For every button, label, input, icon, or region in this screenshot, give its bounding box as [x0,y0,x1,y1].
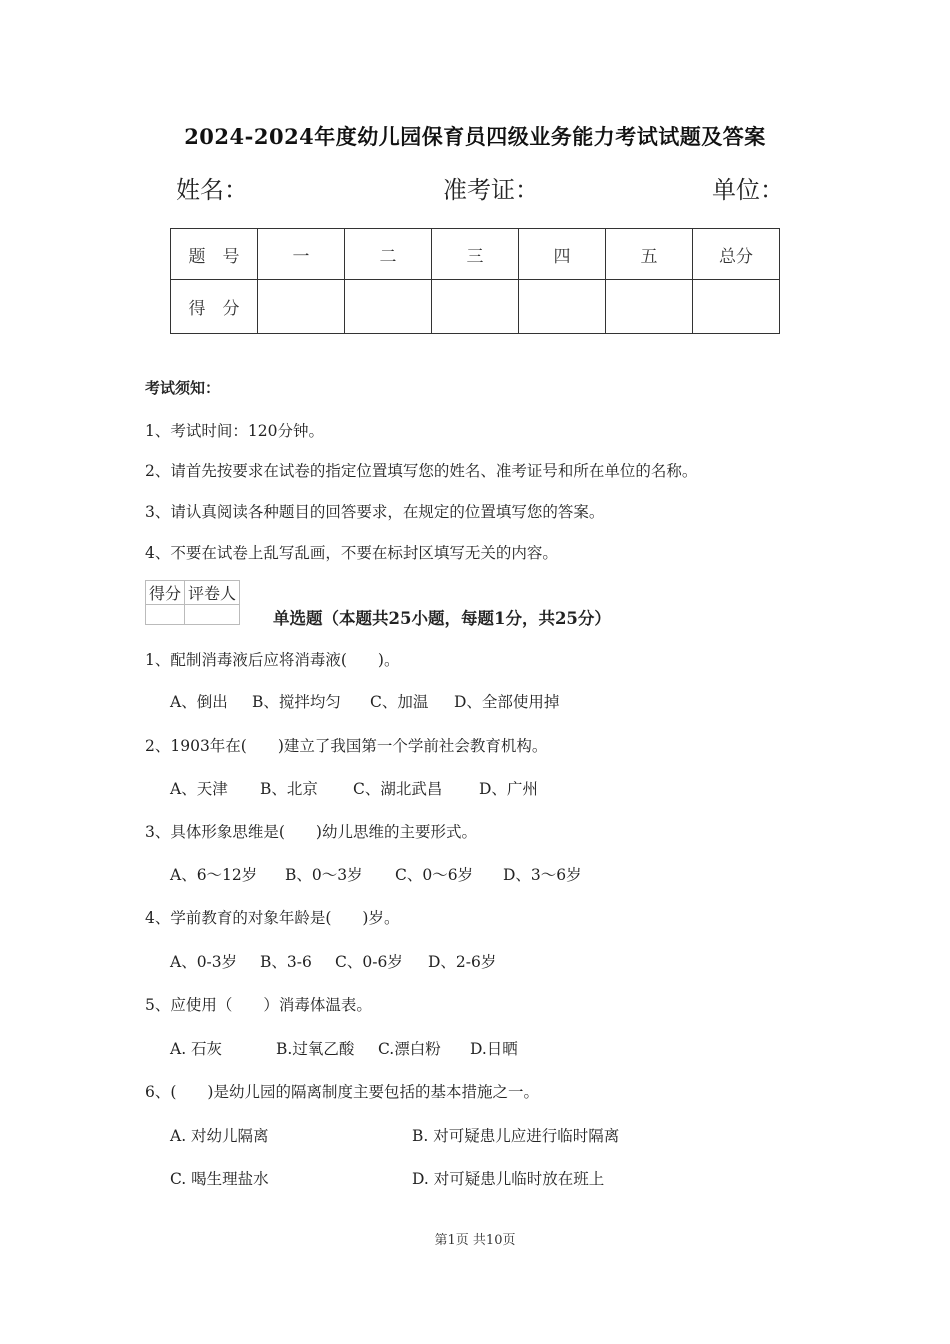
score-header-cell: 二 [345,229,432,280]
question-option: B.过氧乙酸 [276,1040,355,1058]
grader-score-label: 得分 [146,581,185,605]
question-option: B、3-6 [260,953,312,971]
question-stem: 1、配制消毒液后应将消毒液( )。 [145,651,400,669]
question-option: B、北京 [260,780,318,798]
question-option: B、0～3岁 [285,866,363,884]
question-option: D、全部使用掉 [454,693,560,711]
question-option: A. 石灰 [170,1040,223,1058]
question-option: B、搅拌均匀 [252,693,341,711]
score-header-cell: 三 [432,229,519,280]
score-header-cell: 一 [258,229,345,280]
question-option: C、0-6岁 [335,953,403,971]
grader-name-cell[interactable] [185,605,240,625]
score-table-score-row [171,280,780,334]
name-field-label: 姓名： [176,176,248,204]
section-title: 单选题（本题共25小题，每题1分，共25分） [273,609,611,628]
question-option: D.日晒 [470,1040,518,1058]
score-input-cell[interactable] [345,280,432,334]
question-option: D、2-6岁 [428,953,497,971]
score-table-header-row [171,229,780,280]
question-option: C、0～6岁 [395,866,474,884]
question-option: C. 喝生理盐水 [170,1170,269,1188]
question-stem: 3、具体形象思维是( )幼儿思维的主要形式。 [145,823,477,841]
score-row-label: 得 分 [171,280,258,334]
score-input-cell[interactable] [606,280,693,334]
question-option: A、天津 [170,780,228,798]
score-table [170,228,780,334]
question-option: A、0-3岁 [170,953,238,971]
notice-heading: 考试须知： [145,379,221,397]
grader-name-label: 评卷人 [185,581,240,605]
score-header-cell: 总分 [693,229,780,280]
score-input-cell[interactable] [693,280,780,334]
question-option: C、加温 [370,693,429,711]
score-header-cell: 四 [519,229,606,280]
grader-box [145,580,240,625]
exam-id-field-label: 准考证： [443,176,539,204]
notice-item: 3、请认真阅读各种题目的回答要求，在规定的位置填写您的答案。 [145,503,605,521]
question-option: A、倒出 [170,693,228,711]
question-stem: 5、应使用（ ）消毒体温表。 [145,996,372,1014]
question-option: A、6～12岁 [170,866,258,884]
notice-item: 2、请首先按要求在试卷的指定位置填写您的姓名、准考证号和所在单位的名称。 [145,462,698,480]
score-header-label: 题 号 [171,229,258,280]
question-option: B. 对可疑患儿应进行临时隔离 [412,1127,620,1145]
question-stem: 6、( )是幼儿园的隔离制度主要包括的基本措施之一。 [145,1083,539,1101]
question-option: C.漂白粉 [378,1040,441,1058]
question-stem: 2、1903年在( )建立了我国第一个学前社会教育机构。 [145,737,548,755]
notice-item: 4、不要在试卷上乱写乱画，不要在标封区填写无关的内容。 [145,544,558,562]
notice-item: 1、考试时间：120分钟。 [145,422,324,440]
question-option: D、3～6岁 [503,866,582,884]
question-option: D、广州 [479,780,538,798]
question-stem: 4、学前教育的对象年龄是( )岁。 [145,909,400,927]
question-option: C、湖北武昌 [353,780,443,798]
page-title: 2024-2024年度幼儿园保育员四级业务能力考试试题及答案 [184,124,766,149]
score-input-cell[interactable] [258,280,345,334]
unit-field-label: 单位： [712,176,784,204]
question-option: D. 对可疑患儿临时放在班上 [412,1170,605,1188]
score-header-cell: 五 [606,229,693,280]
score-input-cell[interactable] [432,280,519,334]
grader-score-cell[interactable] [146,605,185,625]
page-footer: 第1页 共10页 [434,1233,516,1248]
question-option: A. 对幼儿隔离 [170,1127,269,1145]
score-input-cell[interactable] [519,280,606,334]
